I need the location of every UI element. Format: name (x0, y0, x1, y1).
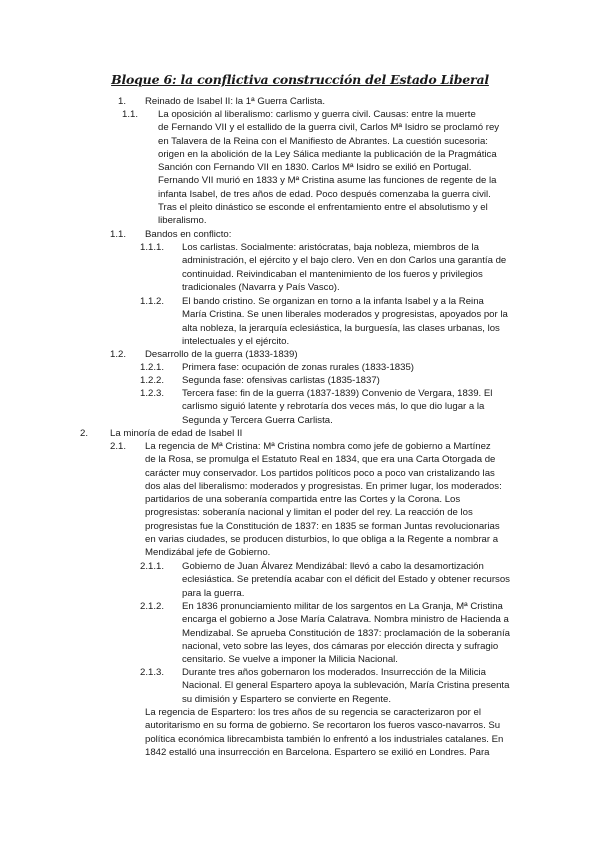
text-line: autoritarismo en su forma de gobierno. Se recortaron los fueros vasco-navarros. Su (145, 720, 501, 732)
item-2-1-2-paragraph (182, 600, 522, 666)
section-2-heading: La minoría de edad de Isabel II (110, 428, 243, 439)
text-line: infanta Isabel, de tres años de edad. Poco después comenzaba la guerra civil. (158, 188, 491, 200)
item-1-1-paragraph (158, 108, 522, 228)
text-line: María Cristina. Se unen liberales moderados y progresistas, apoyados por la (182, 309, 508, 321)
text-line: Gobierno de Juan Álvarez Mendizábal: llevó a cabo la desamortización (182, 561, 484, 572)
text-line: tradicionales (Navarra y País Vasco). (182, 281, 340, 293)
item-1-2-1-text: Primera fase: ocupación de zonas rurales (1833-1835) (182, 362, 414, 373)
text-line: administración, el ejército y el bajo clero. Ven en don Carlos una garantía de (182, 255, 507, 267)
item-1-2-number: 1.2. (110, 349, 127, 360)
text-line: Fernando VII murió en 1833 y Mª Cristina asume las funciones de regente de la (158, 175, 497, 187)
text-line: carlismo siguió latente y rebrotaría dos veces más, lo que dio lugar a la (182, 401, 485, 413)
text-line: encarga el gobierno a Jose María Calatrava. Nombra ministro de Hacienda a (182, 614, 509, 626)
item-1-1-2-number: 1.1.2. (140, 296, 165, 307)
text-line: su dimisión y Espartero se convierte en Regente. (182, 693, 392, 705)
text-line: La regencia de Espartero: los tres años de su regencia se caracterizaron por el (145, 707, 481, 718)
text-line: Tras el pleito dinástico se esconde el enfrentamiento entre el absolutismo y el (158, 202, 488, 214)
item-1-1-1-number: 1.1.1. (140, 242, 165, 253)
item-1-1-1-paragraph (182, 241, 522, 294)
text-line: 1842 estalló una insurrección en Barcelona. Espartero se exilió en Londres. Para (145, 746, 490, 758)
text-line: en Talavera de la Reina con el Manifiesto de Abrantes. La cuestión sucesoria: (158, 135, 488, 147)
text-line: de la Rosa, se promulga el Estatuto Real en 1834, que era una Carta Otorgada de (145, 454, 496, 466)
item-1-2-2-number: 1.2.2. (140, 375, 165, 386)
item-2-1-paragraph (145, 440, 523, 560)
text-line: Mendizábal jefe de Gobierno. (145, 547, 271, 559)
text-line: dos alas del liberalismo: moderados y progresistas. En primer lugar, los moderados: (145, 480, 502, 492)
text-line: partidarios de una soberanía compartida entre las Cortes y la Corona. Los (145, 494, 461, 506)
item-1-2-heading: Desarrollo de la guerra (1833-1839) (145, 349, 298, 360)
document-title: Bloque 6: la conflictiva construcción del Estado Liberal (111, 72, 489, 87)
text-line: Segunda y Tercera Guerra Carlista. (182, 414, 333, 426)
item-2-1-3-number: 2.1.3. (140, 667, 165, 678)
text-line: La regencia de Mª Cristina: Mª Cristina nombra como jefe de gobierno a Martínez (145, 441, 491, 452)
text-line: Durante tres años gobernaron los moderados. Insurrección de la Milicia (182, 667, 486, 678)
text-line: liberalismo. (158, 215, 207, 227)
text-line: Los carlistas. Socialmente: aristócratas, baja nobleza, miembros de la (182, 242, 480, 253)
section-2-number: 2. (80, 428, 89, 439)
text-line: alta nobleza, la jerarquía eclesiástica, la burguesía, las clases urbanas, los (182, 322, 500, 334)
item-bandos-number: 1.1. (110, 229, 127, 240)
item-bandos-heading: Bandos en conflicto: (145, 229, 232, 240)
text-line: nacional, veto sobre las leyes, dos cámaras por elección directa y sufragio (182, 640, 499, 652)
text-line: progresistas fue la Constitución de 1837: en 1835 se forman Juntas revolucionarias (145, 520, 500, 532)
text-line: progresistas: soberanía nacional y limitan el poder del rey. La reacción de los (145, 507, 473, 519)
text-line: En 1836 pronunciamiento militar de los sargentos en La Granja, Mª Cristina (182, 601, 503, 612)
text-line: Tercera fase: fin de la guerra (1837-1839) Convenio de Vergara, 1839. El (182, 388, 493, 399)
text-line: continuidad. Reivindicaban el mantenimiento de los fueros y privilegios (182, 268, 483, 280)
text-line: de Fernando VII y el estallido de la guerra civil, Carlos Mª Isidro se proclamó rey (158, 122, 500, 134)
item-2-1-number: 2.1. (110, 441, 127, 452)
section-1-heading: Reinado de Isabel II: la 1ª Guerra Carlista. (145, 96, 326, 107)
espartero-paragraph (145, 706, 523, 759)
text-line: El bando cristino. Se organizan en torno a la infanta Isabel y a la Reina (182, 296, 484, 307)
item-1-2-3-paragraph (182, 387, 522, 427)
item-1-2-1-number: 1.2.1. (140, 362, 165, 373)
item-1-2-3-number: 1.2.3. (140, 388, 165, 399)
text-line: censitario. Se vuelve a imponer la Milicia Nacional. (182, 654, 398, 666)
text-line: en varias ciudades, se producen disturbios, lo que obliga a la Regente a nombrar a (145, 534, 499, 546)
item-2-1-3-paragraph (182, 666, 522, 706)
section-1-number: 1. (118, 96, 127, 107)
text-line: origen en la abolición de la Ley Sálica mediante la publicación de la Pragmática (158, 148, 497, 160)
text-line: para la guerra. (182, 587, 245, 599)
text-line: Nacional. El general Espartero apoya la sublevación, María Cristina presenta (182, 680, 510, 692)
text-line: eclesiástica. Se pretendía acabar con el déficit del Estado y obtener recursos (182, 574, 510, 586)
text-line: La oposición al liberalismo: carlismo y guerra civil. Causas: entre la muerte (158, 109, 476, 120)
item-2-1-1-paragraph (182, 560, 522, 600)
item-1-2-2-text: Segunda fase: ofensivas carlistas (1835-1837) (182, 375, 380, 386)
text-line: política económica librecambista también lo enfrentó a los industriales catalanes. En (145, 733, 504, 745)
text-line: Sanción con Fernando VII en 1830. Carlos Mª Isidro se exilió en Portugal. (158, 162, 472, 174)
text-line: carácter muy conservador. Los partidos políticos poco a poco van cristalizando las (145, 467, 495, 479)
text-line: intelectuales y el ejército. (182, 335, 290, 347)
item-1-1-number: 1.1. (122, 109, 139, 120)
item-2-1-2-number: 2.1.2. (140, 601, 165, 612)
text-line: Mendizabal. Se aprueba Constitución de 1837: proclamación de la soberanía (182, 627, 511, 639)
item-1-1-2-paragraph (182, 295, 522, 348)
item-2-1-1-number: 2.1.1. (140, 561, 165, 572)
